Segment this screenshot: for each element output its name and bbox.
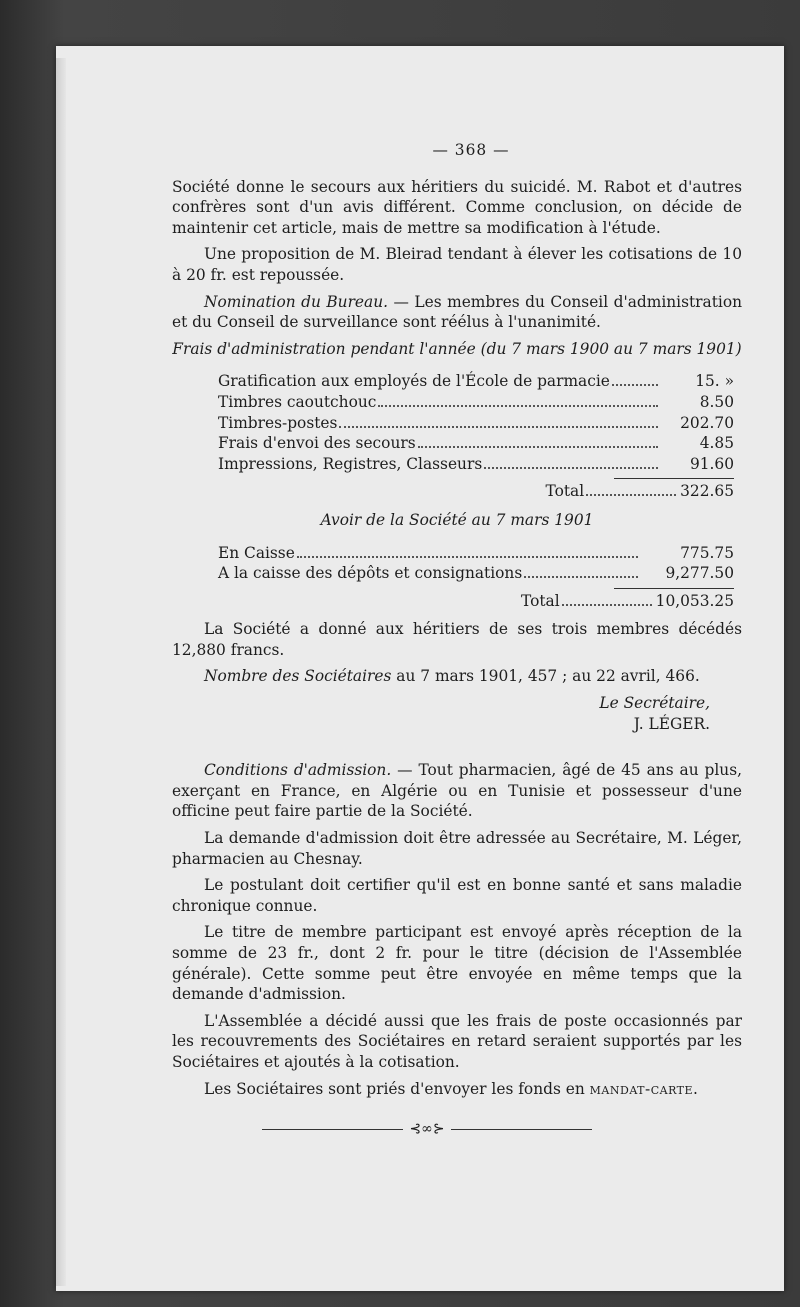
nomination-text: — Les membres du Conseil d'administration et du Conseil de surveillance sont réélus à l'unanimité. — [172, 292, 742, 332]
paragraph-conditions — [172, 760, 742, 822]
frais-total-row — [218, 481, 734, 502]
ledger-amount: 91.60 — [689, 454, 734, 473]
nomination-heading: Nomination du Bureau. — [204, 292, 389, 311]
ledger-row — [218, 371, 734, 392]
avoir-heading: Avoir de la Société au 7 mars 1901 — [320, 510, 594, 529]
ledger-row — [218, 392, 734, 413]
ledger-amount: 8.50 — [699, 392, 734, 411]
ledger-label: Timbres caoutchouc — [218, 392, 377, 411]
paragraph-nombre — [172, 666, 742, 687]
paragraph-cotisations: Une proposition de M. Bleirad tendant à élever les cotisations de 10 à 20 fr. est repoussée. — [172, 245, 742, 284]
nombre-heading: Nombre des Sociétaires — [204, 667, 392, 686]
ledger-row — [218, 563, 734, 584]
paragraph-heritiers: La Société a donné aux héritiers de ses trois membres décédés 12,880 francs. — [172, 620, 742, 659]
total-label: Total — [521, 591, 560, 610]
total-rule — [614, 588, 734, 589]
frais-ledger — [218, 371, 734, 502]
ledger-amount: 202.70 — [680, 413, 734, 432]
ledger-label: En Caisse — [218, 543, 295, 562]
avoir-total-amount: 10,053.25 — [655, 591, 734, 610]
mandat-carte: mandat-carte — [589, 1079, 694, 1098]
conditions-text: — Tout pharmacien, âgé de 45 ans au plus, exerçant en France, en Algérie ou en Tunisie et possesseur d'une officine peut faire partie de la Société. — [172, 761, 742, 821]
ledger-amount: 4.85 — [699, 434, 734, 453]
secretary-name: J. LÉGER. — [633, 714, 710, 733]
secretary-role: Le Secrétaire, — [599, 694, 710, 713]
page-content — [172, 140, 742, 1140]
ledger-row — [218, 413, 734, 434]
conditions-heading: Conditions d'admission. — [204, 761, 392, 780]
nombre-text: au 7 mars 1901, 457 ; au 22 avril, 466. — [391, 667, 700, 686]
ornament-glyph: ⊰∞⊱ — [409, 1121, 445, 1138]
paragraph-nomination — [172, 292, 742, 333]
ledger-amount: 15. » — [695, 372, 734, 391]
ledger-amount: 775.75 — [680, 543, 734, 562]
avoir-total-row — [218, 591, 734, 612]
ornament-line-right — [451, 1129, 592, 1130]
paragraph-assemblee: L'Assemblée a décidé aussi que les frais de poste occasionnés par les recouvrements des Sociétaires en retard seraient supportés par les Sociétaires et ajoutés à la cotisation. — [172, 1011, 742, 1071]
total-rule — [614, 478, 734, 479]
frais-total-amount: 322.65 — [680, 482, 734, 501]
page-gutter — [56, 58, 66, 1286]
paragraph-suicide: Société donne le secours aux héritiers du suicidé. M. Rabot et d'autres confrères sont d'un avis différent. Comme conclusion, on décide de maintenir cet article, mais de mettre sa modification à l'étude. — [172, 177, 742, 237]
frais-heading: Frais d'administration pendant l'année (du 7 mars 1900 au 7 mars 1901) — [172, 339, 742, 358]
ledger-row — [218, 454, 734, 475]
ledger-amount: 9,277.50 — [665, 564, 734, 583]
closing-ornament — [262, 1119, 592, 1140]
ledger-label: A la caisse des dépôts et consignations — [218, 564, 523, 583]
ledger-row — [218, 543, 734, 564]
ledger-label: Timbres-postes — [218, 413, 338, 432]
paragraph-postulant: Le postulant doit certifier qu'il est en bonne santé et sans maladie chronique connue. — [172, 876, 742, 915]
mandat-prefix: Les Sociétaires sont priés d'envoyer les fonds en — [204, 1079, 590, 1098]
ledger-row — [218, 433, 734, 454]
total-label: Total — [545, 482, 585, 501]
ornament-line-left — [262, 1129, 403, 1130]
avoir-ledger — [218, 543, 734, 612]
ledger-label: Gratification aux employés de l'École de parmacie — [218, 372, 610, 391]
ledger-label: Impressions, Registres, Classeurs — [218, 454, 483, 473]
page-number: — 368 — — [432, 141, 510, 159]
ledger-label: Frais d'envoi des secours — [218, 434, 416, 453]
paragraph-demande: La demande d'admission doit être adressée au Secrétaire, M. Léger, pharmacien au Chesnay. — [172, 829, 742, 868]
paragraph-mandat — [172, 1079, 742, 1100]
mandat-suffix: . — [693, 1079, 698, 1098]
paragraph-titre: Le titre de membre participant est envoyé après réception de la somme de 23 fr., dont 2 fr. pour le titre (décision de l'Assemblée générale). Cette somme peut être envoyée en même temps que la demande d'admission. — [172, 923, 742, 1004]
